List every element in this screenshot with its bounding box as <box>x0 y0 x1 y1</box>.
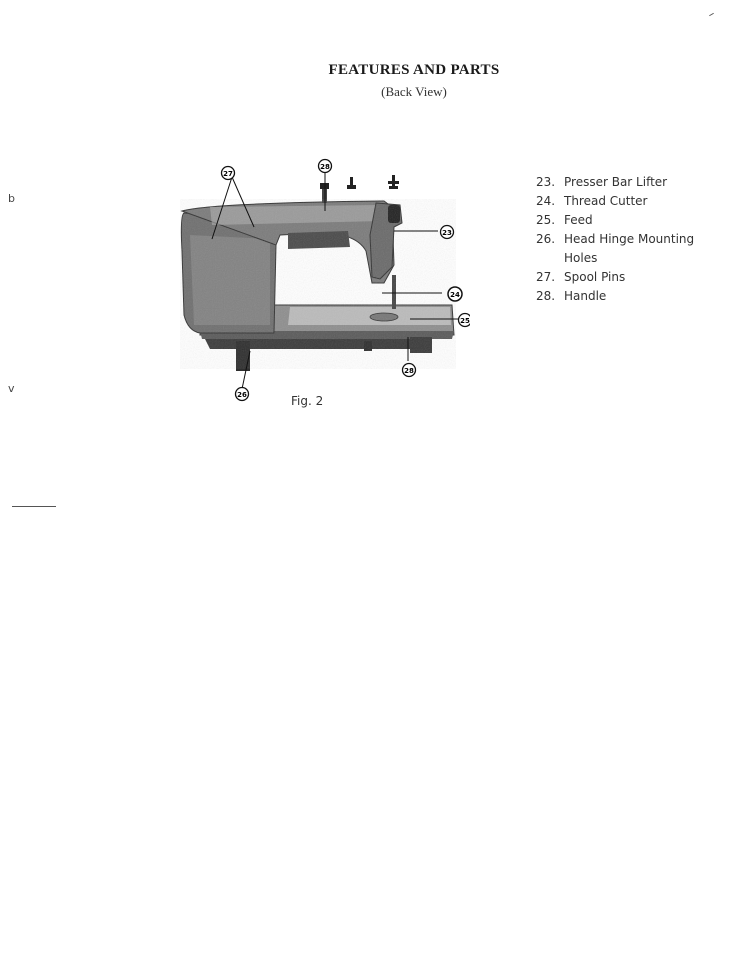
sewing-machine-illustration <box>170 155 470 405</box>
page-subtitle: (Back View) <box>381 84 447 99</box>
list-item <box>536 211 714 230</box>
svg-text:28: 28 <box>404 367 414 375</box>
callout-27 <box>222 167 235 180</box>
list-item <box>536 268 714 287</box>
svg-text:28: 28 <box>320 163 330 171</box>
part-label: Head Hinge Mounting Holes <box>564 232 695 265</box>
part-label: Presser Bar Lifter <box>564 175 668 189</box>
part-number: 27. <box>536 270 556 284</box>
callout-28-bottom <box>403 364 416 377</box>
callout-23 <box>441 226 454 239</box>
part-number: 24. <box>536 194 556 208</box>
list-item <box>536 192 714 211</box>
callout-24 <box>448 287 462 301</box>
svg-text:27: 27 <box>223 170 233 178</box>
part-number: 25. <box>536 213 556 227</box>
page-title: FEATURES AND PARTS <box>328 62 500 78</box>
svg-text:23: 23 <box>442 229 452 237</box>
sewing-machine-figure <box>170 155 470 405</box>
svg-text:26: 26 <box>237 391 247 399</box>
callout-25 <box>459 314 471 327</box>
scan-artifact-mark <box>709 13 714 16</box>
callout-28-top <box>319 160 332 173</box>
svg-text:25: 25 <box>460 317 470 325</box>
part-label: Thread Cutter <box>564 194 648 208</box>
callout-26 <box>236 388 249 401</box>
part-label: Handle <box>564 289 607 303</box>
margin-mark-v: v <box>8 382 15 395</box>
part-number: 23. <box>536 175 556 189</box>
list-item <box>536 287 714 306</box>
scan-artifact-line <box>12 506 56 507</box>
part-number: 28. <box>536 289 556 303</box>
svg-text:24: 24 <box>450 291 460 299</box>
margin-mark-b: b <box>8 192 15 205</box>
part-label: Feed <box>564 213 593 227</box>
figure-caption: Fig. 2 <box>291 394 324 408</box>
list-item <box>536 230 714 268</box>
list-item <box>536 173 714 192</box>
part-label: Spool Pins <box>564 270 626 284</box>
part-number: 26. <box>536 232 556 246</box>
parts-list <box>536 173 714 306</box>
